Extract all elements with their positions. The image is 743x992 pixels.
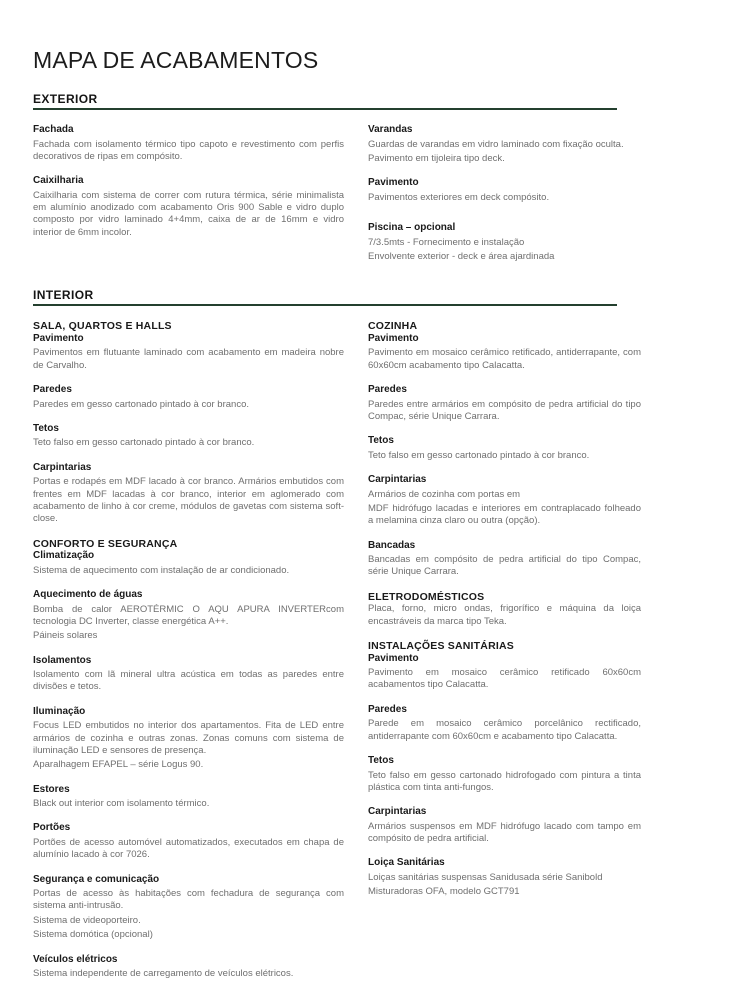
group-heading: SALA, QUARTOS E HALLS	[33, 320, 172, 333]
text-block	[368, 384, 641, 423]
block-paragraph: Isolamento com lã mineral ultra acústica em todas as paredes entre divisões e tetos.	[33, 669, 344, 693]
text-block	[33, 175, 344, 239]
block-paragraph: Envolvente exterior - deck e área ajardinada	[368, 250, 555, 262]
block-heading: Bancadas	[368, 539, 416, 551]
text-block	[368, 124, 641, 165]
text-block	[368, 591, 641, 628]
block-heading: Iluminação	[33, 705, 86, 717]
text-block	[368, 222, 641, 263]
block-heading: Varandas	[368, 124, 413, 135]
block-heading: Paredes	[368, 703, 407, 715]
block-paragraph: Portões de acesso automóvel automatizados, executados em chapa de alumínio lacado à cor 7026.	[33, 836, 344, 861]
block-paragraph: Paredes entre armários em compósito de pedra artificial do tipo Compac, série Unique Carrara.	[368, 398, 641, 422]
section-exterior	[33, 92, 743, 275]
text-block	[33, 954, 344, 981]
text-block	[33, 320, 344, 372]
section-columns	[33, 124, 743, 275]
block-heading: Pavimento	[368, 332, 419, 344]
text-block	[368, 177, 641, 204]
text-block	[33, 124, 344, 163]
text-block	[368, 704, 641, 743]
block-paragraph: Paredes em gesso cartonado pintado à cor branco.	[33, 398, 249, 410]
block-paragraph: Pavimento em mosaico cerâmico retificado 60x60cm acabamentos tipo Calacatta.	[368, 667, 641, 691]
block-heading: Carpintarias	[368, 474, 427, 486]
block-paragraph: Sistema de videoporteiro.	[33, 914, 141, 926]
block-paragraph: Misturadoras OFA, modelo GCT791	[368, 886, 520, 898]
block-paragraph: Bomba de calor AEROTÉRMIC O AQU APURA INVERTERcom tecnologia DC Inverter, classe energética A++.	[33, 603, 344, 627]
block-paragraph: Portas de acesso às habitações com fechadura de segurança com sistema anti-intrusão.	[33, 888, 344, 912]
content-column	[368, 320, 641, 910]
text-block	[368, 640, 641, 692]
block-heading: Climatização	[33, 550, 95, 562]
text-block	[368, 435, 641, 462]
group-heading: ELETRODOMÉSTICOS	[368, 590, 485, 603]
block-heading: Aquecimento de águas	[33, 589, 143, 600]
text-block	[368, 540, 641, 579]
block-heading: Loiça Sanitárias	[368, 857, 445, 869]
block-heading: Veículos elétricos	[33, 953, 118, 965]
block-paragraph: Pavimento em mosaico cerâmico retificado, antiderrapante, com 60x60cm acabamento tipo Calacatta.	[368, 347, 641, 371]
group-heading: COZINHA	[368, 320, 418, 333]
block-heading: Carpintarias	[368, 806, 427, 818]
block-paragraph: Sistema independente de carregamento de veículos elétricos.	[33, 968, 294, 979]
text-block	[33, 874, 344, 942]
document-body	[33, 92, 743, 992]
block-heading: Tetos	[368, 435, 394, 447]
text-block	[33, 384, 344, 411]
section-columns	[33, 320, 743, 992]
block-paragraph: MDF hidrófugo lacadas e interiores em contraplacado folheado a melamina cinza claro ou outra (opção).	[368, 502, 641, 527]
text-block	[33, 706, 344, 772]
block-heading: Paredes	[368, 384, 407, 395]
block-paragraph: Fachada com isolamento térmico tipo capoto e revestimento com perfis decorativos de ripas em compósito.	[33, 138, 344, 162]
block-heading: Tetos	[33, 422, 59, 434]
section-interior	[33, 288, 743, 992]
block-paragraph: 7/3.5mts - Fornecimento e instalação	[368, 236, 525, 248]
block-paragraph: Parede em mosaico cerâmico porcelânico rectificado, antiderrapante com 60x60cm e acabamento tipo Calacatta.	[368, 718, 641, 742]
group-heading: INSTALAÇÕES SANITÁRIAS	[368, 640, 514, 653]
block-heading: Portões	[33, 822, 71, 834]
text-block	[33, 784, 344, 811]
block-paragraph: Pavimentos em flutuante laminado com acabamento em madeira nobre de Carvalho.	[33, 347, 344, 371]
block-heading: Piscina – opcional	[368, 222, 456, 234]
section-rule	[33, 304, 617, 306]
block-paragraph: Armários suspensos em MDF hidrófugo lacado com tampo em compósito de pedra artificial.	[368, 820, 641, 845]
block-paragraph: Teto falso em gesso cartonado hidrofogado com pintura a tinta plástica com tinta anti-fungos.	[368, 769, 641, 793]
block-heading: Tetos	[368, 755, 394, 766]
block-heading: Pavimento	[368, 177, 419, 189]
block-paragraph: Loiças sanitárias suspensas Sanidusada série Sanibold	[368, 871, 603, 883]
section-title: INTERIOR	[33, 288, 94, 303]
block-paragraph: Páineis solares	[33, 630, 98, 642]
block-paragraph: Bancadas em compósito de pedra artificial do tipo Compac, série Unique Carrara.	[368, 554, 641, 578]
block-paragraph: Pavimento em tijoleira tipo deck.	[368, 152, 505, 164]
block-heading: Paredes	[33, 384, 72, 395]
block-paragraph: Teto falso em gesso cartonado pintado à cor branco.	[368, 449, 590, 461]
block-paragraph: Caixilharia com sistema de correr com rutura térmica, série minimalista em alumínio anodizado com acabamento Oris 900 Sable e vidro duplo composto por vidro laminado 4+4mm, caixa de ar de 16mm e vidro interior de 6mm incolor.	[33, 189, 344, 238]
block-heading: Segurança e comunicação	[33, 873, 160, 885]
text-block	[33, 589, 344, 643]
block-paragraph: Focus LED embutidos no interior dos apartamentos. Fita de LED entre armários de cozinha e outras zonas. Zonas comuns com sistema de iluminação LED e sensores de presença.	[33, 720, 344, 756]
page-title: MAPA DE ACABAMENTOS	[33, 47, 319, 73]
block-paragraph: Guardas de varandas em vidro laminado com fixação oculta.	[368, 138, 624, 150]
content-column	[33, 124, 344, 251]
text-block	[33, 822, 344, 861]
block-paragraph: Sistema de aquecimento com instalação de ar condicionado.	[33, 564, 290, 576]
block-heading: Caixilharia	[33, 175, 84, 187]
block-heading: Pavimento	[368, 652, 419, 664]
text-block	[368, 320, 641, 372]
block-heading: Pavimento	[33, 332, 84, 344]
block-paragraph: Armários de cozinha com portas em	[368, 488, 521, 500]
text-block	[33, 423, 344, 450]
block-paragraph: Pavimentos exteriores em deck compósito.	[368, 191, 550, 203]
block-heading: Fachada	[33, 124, 74, 135]
block-paragraph: Black out interior com isolamento térmico.	[33, 798, 210, 810]
block-paragraph: Aparalhagem EFAPEL – série Logus 90.	[33, 759, 204, 771]
block-paragraph: Teto falso em gesso cartonado pintado à cor branco.	[33, 437, 255, 449]
text-block	[33, 462, 344, 526]
block-heading: Carpintarias	[33, 461, 92, 473]
content-column	[33, 320, 344, 992]
text-block	[33, 538, 344, 577]
block-paragraph: Sistema domótica (opcional)	[33, 929, 153, 941]
text-block	[368, 857, 641, 898]
block-heading: Estores	[33, 783, 70, 795]
text-block	[368, 474, 641, 528]
group-heading: CONFORTO E SEGURANÇA	[33, 537, 178, 550]
block-heading: Isolamentos	[33, 654, 92, 666]
text-block	[33, 655, 344, 694]
block-paragraph: Portas e rodapés em MDF lacado à cor branco. Armários embutidos com frentes em MDF lacadas à cor branco, interior em aglomerado com acabamento de linho à cor creme, módulos de gavetas com sistema soft-close.	[33, 476, 344, 525]
block-paragraph: Placa, forno, micro ondas, frigorífico e máquina da loiça encastráveis da marca tipo Teka.	[368, 603, 641, 627]
text-block	[368, 806, 641, 845]
section-rule	[33, 108, 617, 110]
content-column	[368, 124, 641, 275]
text-block	[368, 755, 641, 794]
section-title: EXTERIOR	[33, 92, 98, 106]
